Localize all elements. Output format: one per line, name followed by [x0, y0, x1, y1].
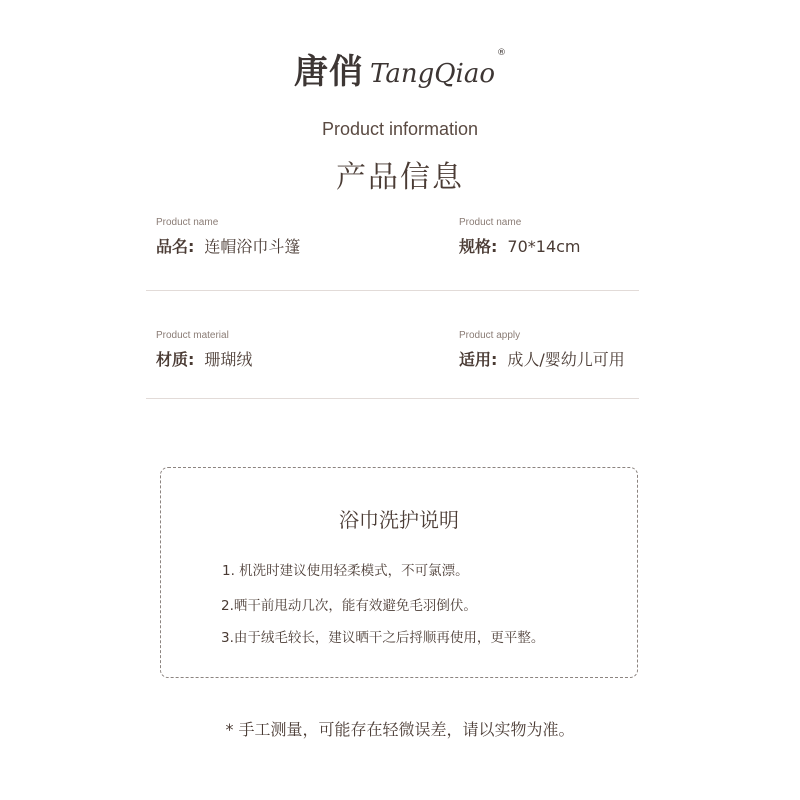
info-value: 成人/婴幼儿可用 — [507, 350, 625, 369]
page-title-en: Product information — [321, 119, 479, 139]
info-product-name — [156, 217, 300, 257]
brand-name-en: TangQiao — [370, 59, 495, 89]
info-label-en: Product material — [156, 330, 229, 341]
info-size — [459, 217, 581, 257]
measurement-footnote: * 手工测量，可能存在轻微误差，请以实物为准。 — [225, 720, 575, 739]
info-label-en: Product name — [459, 217, 522, 228]
brand-name-cn: 唐俏 — [294, 52, 364, 92]
divider — [146, 398, 639, 399]
care-item: 3.由于绒毛较长，建议晒干之后捋顺再使用，更平整。 — [221, 630, 545, 646]
care-item: 2.晒干前甩动几次，能有效避免毛羽倒伏。 — [221, 598, 477, 614]
info-key: 适用: — [459, 350, 498, 369]
info-key: 规格: — [459, 237, 498, 256]
info-value: 珊瑚绒 — [204, 350, 253, 369]
care-instructions-box — [160, 467, 638, 678]
info-apply — [459, 330, 625, 370]
info-label-en: Product name — [156, 217, 219, 228]
care-item: 1. 机洗时建议使用轻柔模式，不可氯漂。 — [222, 563, 469, 579]
info-value: 70*14cm — [507, 237, 581, 256]
page-title-cn: 产品信息 — [336, 160, 464, 195]
registered-mark: ® — [497, 48, 506, 58]
info-key: 材质: — [156, 350, 195, 369]
info-key: 品名: — [156, 237, 195, 256]
brand-logo — [0, 44, 800, 93]
info-value: 连帽浴巾斗篷 — [204, 237, 301, 256]
info-label-en: Product apply — [459, 330, 521, 341]
divider — [146, 290, 639, 291]
info-material — [156, 330, 252, 370]
care-title: 浴巾洗护说明 — [339, 508, 459, 532]
